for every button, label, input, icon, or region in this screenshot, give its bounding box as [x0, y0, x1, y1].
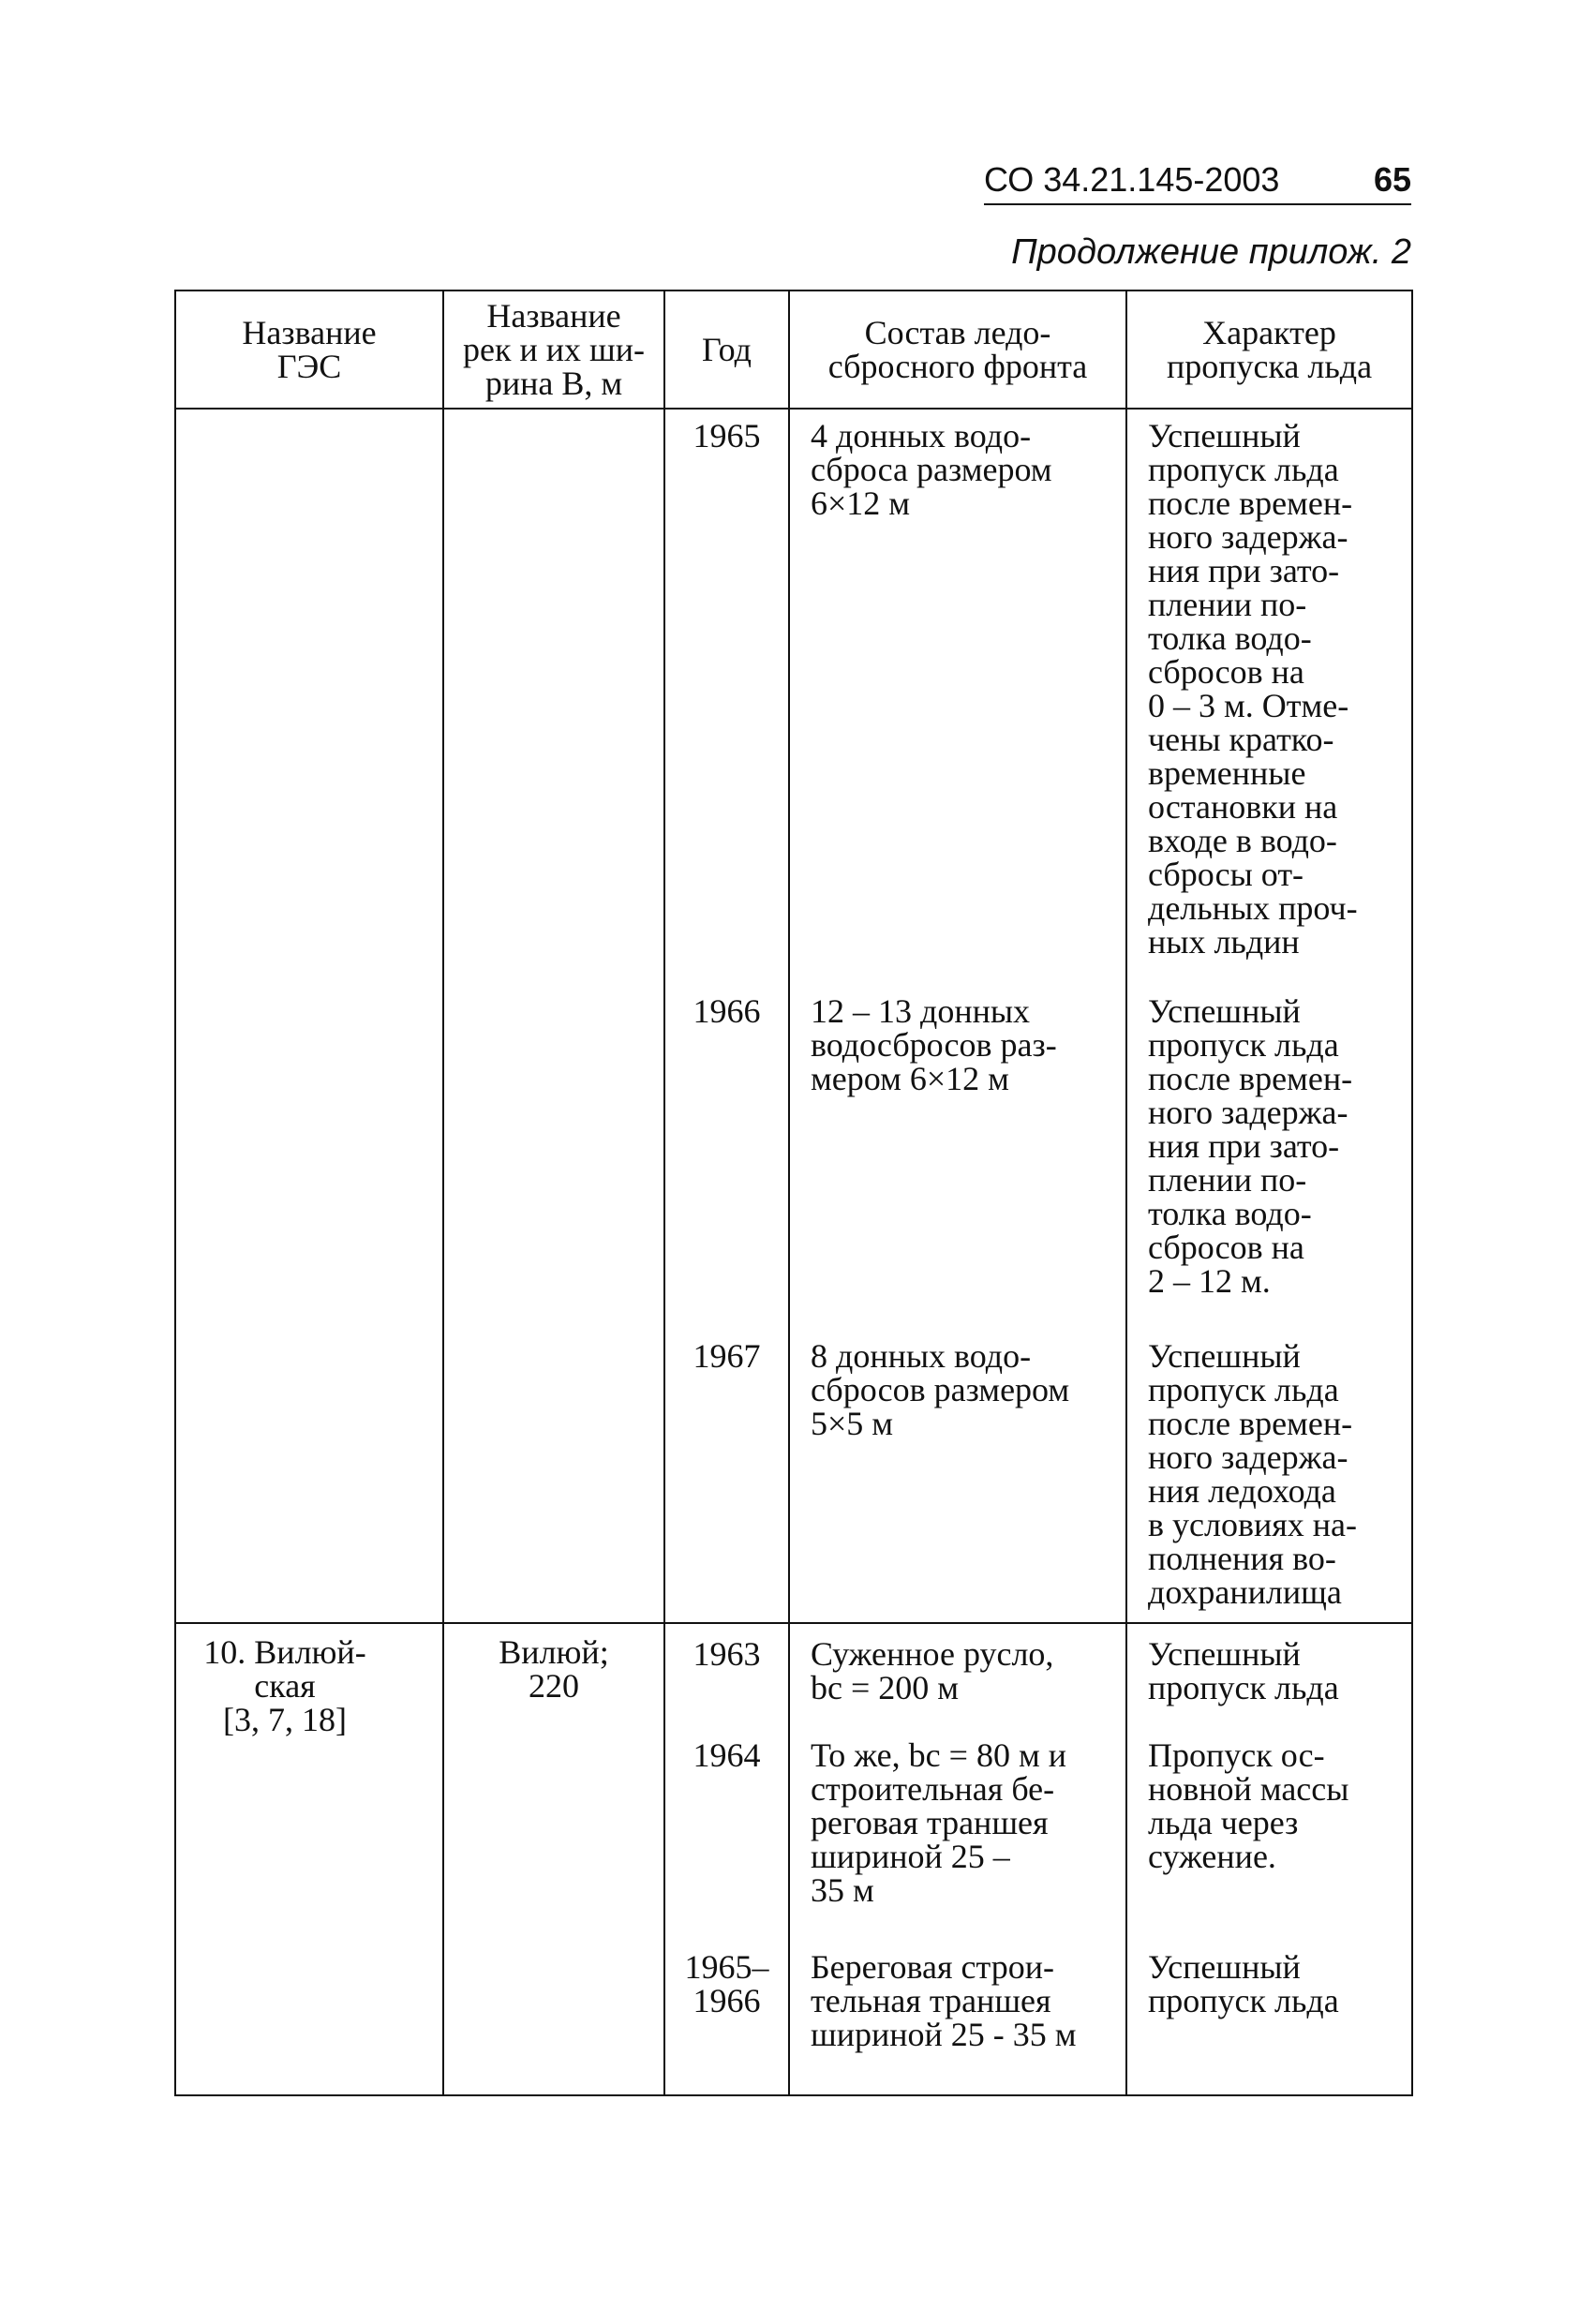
ice-front-cell: 4 донных водо- сброса размером 6×12 м 12 – 13 донных водосбросов раз- мером 6×12 м 8 донных водо- сбросов размером 5×5 м	[789, 409, 1126, 1623]
header-ice-passage: Характер пропуска льда	[1126, 290, 1412, 409]
ice-passage-cell: Успешный пропуск льда Пропуск ос- новной массы льда через сужение. Успешный пропуск льда	[1126, 1623, 1412, 2095]
header-ges-name: Название ГЭС	[175, 290, 443, 409]
ice-passage-cell: Успешный пропуск льда после времен- ного задержа- ния при зато- плении по- толка водо- сбросов на 0 – 3 м. Отме- чены кратко- временные остановки на входе в водо- сбросы от- дельных проч- ных льдин Успешный пропуск льда после времен- ного задержа- ния при зато- плении по- толка водо- сбросов на 2 – 12 м. Успешный пропуск льда после времен- ного задержа- ния ледохода в условиях на- полнения во- дохранилища	[1126, 409, 1412, 1623]
table-row	[175, 1623, 1412, 2095]
ges-name-cell: 10. Вилюй- ская [3, 7, 18]	[175, 1623, 443, 2095]
year-cell: 1963 1964 1965– 1966	[664, 1623, 789, 2095]
continuation-note: Продолжение прилож. 2	[1011, 232, 1411, 272]
header-river-width: Название рек и их ши- рина В, м	[443, 290, 664, 409]
river-cell-empty	[443, 409, 664, 1623]
running-header	[984, 160, 1411, 205]
ice-front-cell: Суженное русло, bc = 200 м То же, bc = 80 м и строительная бе- реговая траншея шириной 25 – 35 м Береговая строи- тельная траншея шириной 25 - 35 м	[789, 1623, 1126, 2095]
ges-cell-empty	[175, 409, 443, 1623]
document-code: СО 34.21.145-2003	[984, 160, 1280, 199]
year-cell: 1965 1966 1967	[664, 409, 789, 1623]
ice-passage-table	[174, 290, 1413, 2096]
page-number: 65	[1373, 160, 1411, 199]
river-width-cell: Вилюй; 220	[443, 1623, 664, 2095]
table-header-row	[175, 290, 1412, 409]
header-year: Год	[664, 290, 789, 409]
header-ice-front: Состав ледо- сбросного фронта	[789, 290, 1126, 409]
table-row	[175, 409, 1412, 1623]
